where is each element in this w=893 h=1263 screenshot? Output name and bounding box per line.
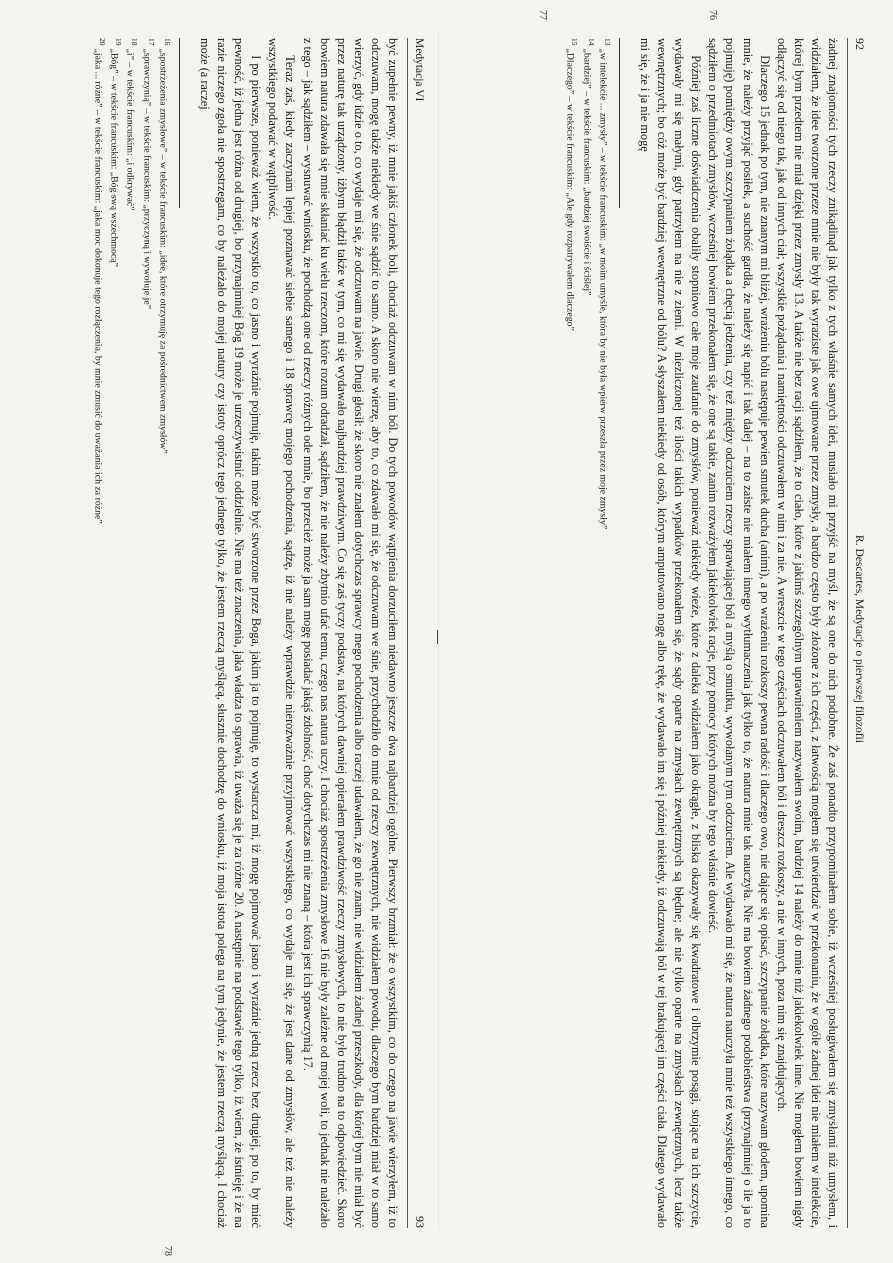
footnote-rule (619, 38, 620, 208)
footnote-text: „bardziej” – w tekście francuskim: „bardziej swoiście i ściślej” (581, 48, 593, 296)
left-page-number: 92 (853, 38, 867, 50)
footnote-number: 20 (97, 38, 107, 46)
paragraph: żadnej znajomości tych rzeczy znikądinąd jak tylko z tych właśnie samych idei, musiało mi przyjść na myśl, że są one do nich podobne. Że zaś ponadto przypominałem sobie, iż wcześniej posługiwałem się zmysłami niż umysłem, i widziałem, że idee tworzone przeze mnie nie były tak wyraziste jak owe ujmowane przez zmysły, a bardzo często były złożone z ich części, z łatwością mogłem się utwierdzać w przekonaniu, że w ogóle żadnej idei nie miałem w intelekcie, której bym przedtem nie miał dzięki przez zmysły 13. A także nie bez racji sądziłem, że to ciało, które z jakimś szczególnym uprawnieniem nazywałem swoim, bardziej 14 należy do mnie niż jakiekolwiek inne. Nie mogłem bowiem nigdy odłączyć się od niego tak, jak od innych ciał; wszystkie pożądania i namiętności odczuwałem w nim i za nie. A wreszcie w tego częściach odczuwałem ból i dreszcz rozkoszy, a nie w innych, poza nim się znajdujących. (774, 38, 840, 1228)
footnote-number: 18 (130, 38, 140, 46)
footnotes (564, 38, 613, 1228)
paragraph: Dlaczego 15 jednak po tym, nie znanym mi bliżej, wrażeniu bólu następuje pewien smutek ducha (animi), a po wrażeniu rozkoszy pewna radość i dlaczego owo, nie dające się opisać, szczypanie żołądka, które nazywam głodem, upomina mnie, że należy przyjąć posiłek, a suchość gardła, że należy się napić i tak dalej – na to zaiste nie miałem innego wytłumaczenia jak tylko to, że natura mnie tak nauczyła. Nie ma bowiem żadnego podobieństwa (przynajmniej o ile ja to pojmuję) pomiędzy owym szczypaniem żołądka a chęcią jedzenia, czy też między odczuciem rzeczy sprawiającej ból a myślą o smutku, wywołanym tym odczuciem. Ale wydawało mi się, że natura nauczyła mnie też wszystkiego innego, co sądziłem o przedmiotach zmysłów, wcześniej bowiem przekonałem się, że one są takie, zanim rozważyłem jakiekolwiek racje, przy pomocy których można by tego właśnie dowieść. (706, 38, 772, 1228)
footnote (580, 38, 596, 1228)
footnote (157, 38, 173, 1228)
footnote-rule (179, 38, 180, 208)
right-running-title: Medytacja VI (413, 38, 425, 102)
footnote-number: 16 (162, 38, 172, 46)
footnote (124, 38, 140, 1228)
footnote (597, 38, 613, 1228)
paragraph: być zupełnie pewny, iż mnie jakiś członek boli, chociaż odczuwam w nim ból. Do tych powodów wątpienia dorzuciłem niedawno jeszcze dwa najbardziej ogólne. Pierwszy brzmiał: że o wszystkim, co do czego na jawie wierzyłem, iż to odczuwam, mogę także niekiedy we śnie sądzić to samo. A skoro nie wierzę, aby to, co zdawało mi się, że odczuwam we śnie, przychodziło do mnie od rzeczy zewnętrznych, nie widziałem powodu, dlaczego bym bardziej miał w to samo wierzyć, gdy idzie o to, co wydaje mi się, że odczuwam na jawie. Drugi głosił: że skoro nie znałem dotychczas sprawcy mego pochodzenia albo raczej udawałem, że go nie znam, nie widziałem żadnej przeszkody, dla której bym nie miał być przez naturę tak urządzony, iżbym błądził także w tym, co mi się wydawało najbardziej prawdziwym. Co się zaś tyczy podstaw, na których dawniej opierałem prawdziwość rzeczy zmysłowych, to nie było trudno na to odpowiedzieć. Skoro bowiem natura zdawała się mnie skłaniać ku wielu rzeczom, które rozum odradzał, sądziłem, że nie należy zbytnio ufać temu, czego nas natura uczy. I chociaż spostrzeżenia zmysłowe 16 nie były zależne od mojej woli, to jednak nie należało z tego – jak sądziłem – wysnuwać wniosku, że pochodzą one od rzeczy różnych ode mnie, bo przecież może ja sam mogę posiadać jakąś zdolność, choć dotychczas mi nie znaną – która jest ich sprawczynią 17. (300, 38, 400, 1228)
right-page (48, 38, 428, 1256)
footnote-number: 13 (602, 38, 612, 46)
left-page-header (847, 38, 868, 1228)
left-running-title: R. Descartes, Medytacje o pierwszej filozofii (853, 535, 865, 743)
paragraph: Później zaś liczne doświadczenia obaliły stopniowo całe moje zaufanie do zmysłów, ponieważ niekiedy wieże, które z daleka widziałem jako okrągłe, z bliska okazywały się kwadratowe i olbrzymie posągi, stojące na ich szczycie, wydawały mi się małymi, gdy patrzyłem na nie z ziemi. W niezliczonej też ilości takich wypadków przekonałem się, że sądy oparte na zmysłach zewnętrznych są błędne; ale nie tylko oparte na zmysłach zewnętrznych, lecz także wewnętrznych; bo cóż może być bardziej wewnętrzne od bólu? A słyszałem niekiedy od osób, którym amputowano nogę albo rękę, że wydawało im się i później niekiedy, iż odczuwają ból w tej brakującej im części ciała. Dlatego wydawało mi się, że i ja nie mogę (637, 38, 704, 1228)
paragraph: Teraz zaś, kiedy zaczynam lepiej poznawać siebie samego i 18 sprawcę mojego pochodzenia, sądzę, iż nie należy wprawdzie nierozważnie przyjmować wszystkiego, co wydaje mi się, że jest dane od zmysłów, ale też nie należy wszystkiego podawać w wątpliwość. (266, 38, 298, 1228)
footnote-number: 15 (570, 38, 580, 46)
footnote (140, 38, 156, 1228)
paragraph: I po pierwsze, ponieważ wiem, że wszystko to, co jasno i wyraźnie pojmuję, takim może być stworzone przez Boga, jakim ja to pojmuję, to wystarcza mi, iż mogę pojmować jasno i wyraźnie jedną rzecz bez drugiej, po to, by mieć pewność, iż jedna jest różna od drugiej, bo przynajmniej Bóg 19 może je urzeczywistnić oddzielnie. Nie ma też znaczenia, jaka władza to sprawia, iż uważa się je za różne 20. A następnie na podstawie tego tylko, iż wiem, że istnieję i że na razie niczego zgoła nie spostrzegam, co by należało do mojej natury czy istoty oprócz tego jednego tylko, że jestem rzeczą myślącą, słusznie dochodzę do wniosku, iż moja istota polega na tym jedynie, że jestem rzeczą myślącą. I chociaż może (a raczej (197, 38, 264, 1228)
margin-number: 77 (537, 10, 548, 20)
footnote-number: 14 (586, 38, 596, 46)
margin-number: 78 (162, 1246, 173, 1256)
footnote (564, 38, 580, 1228)
footnote-text: „Dlaczego” – w tekście francuskim: „Ale gdy rozpatrywałem dlaczego” (565, 48, 577, 331)
left-page (488, 10, 868, 1228)
right-page-header (407, 38, 428, 1228)
margin-number: 76 (707, 10, 718, 20)
footnote (92, 38, 108, 1228)
footnote-text: „sprawczynią” – w tekście francuskim: „przyczyną i wywołuje je” (141, 48, 153, 310)
footnote-text: „spostrzeżenia zmysłowe” – w tekście francuskim: „idee, które otrzymuję za pośrednictwem zmysłów” (157, 48, 169, 454)
gutter-mark (437, 630, 444, 644)
footnotes (92, 38, 173, 1228)
footnote-text: „Bóg” – w tekście francuskim: „Bóg swą wszechmocą” (108, 48, 120, 267)
footnote-text: „i” – w tekście francuskim: „i odkrywać” (125, 48, 137, 211)
footnote-number: 17 (146, 38, 156, 46)
footnote (108, 38, 124, 1228)
right-page-number: 93 (413, 1216, 427, 1228)
footnote-text: „w intelekcie ... zmysły” – w tekście francuskim: „w moim umyśle, która by nie była wpierw przeszła przez moje zmysły” (597, 48, 609, 530)
footnote-text: „jaka ... różne” – w tekście francuskim: „jaka moc dokonuje tego rozłączenia, by mnie zmusić do uważania ich za różne” (92, 48, 104, 524)
footnote-number: 19 (114, 38, 124, 46)
